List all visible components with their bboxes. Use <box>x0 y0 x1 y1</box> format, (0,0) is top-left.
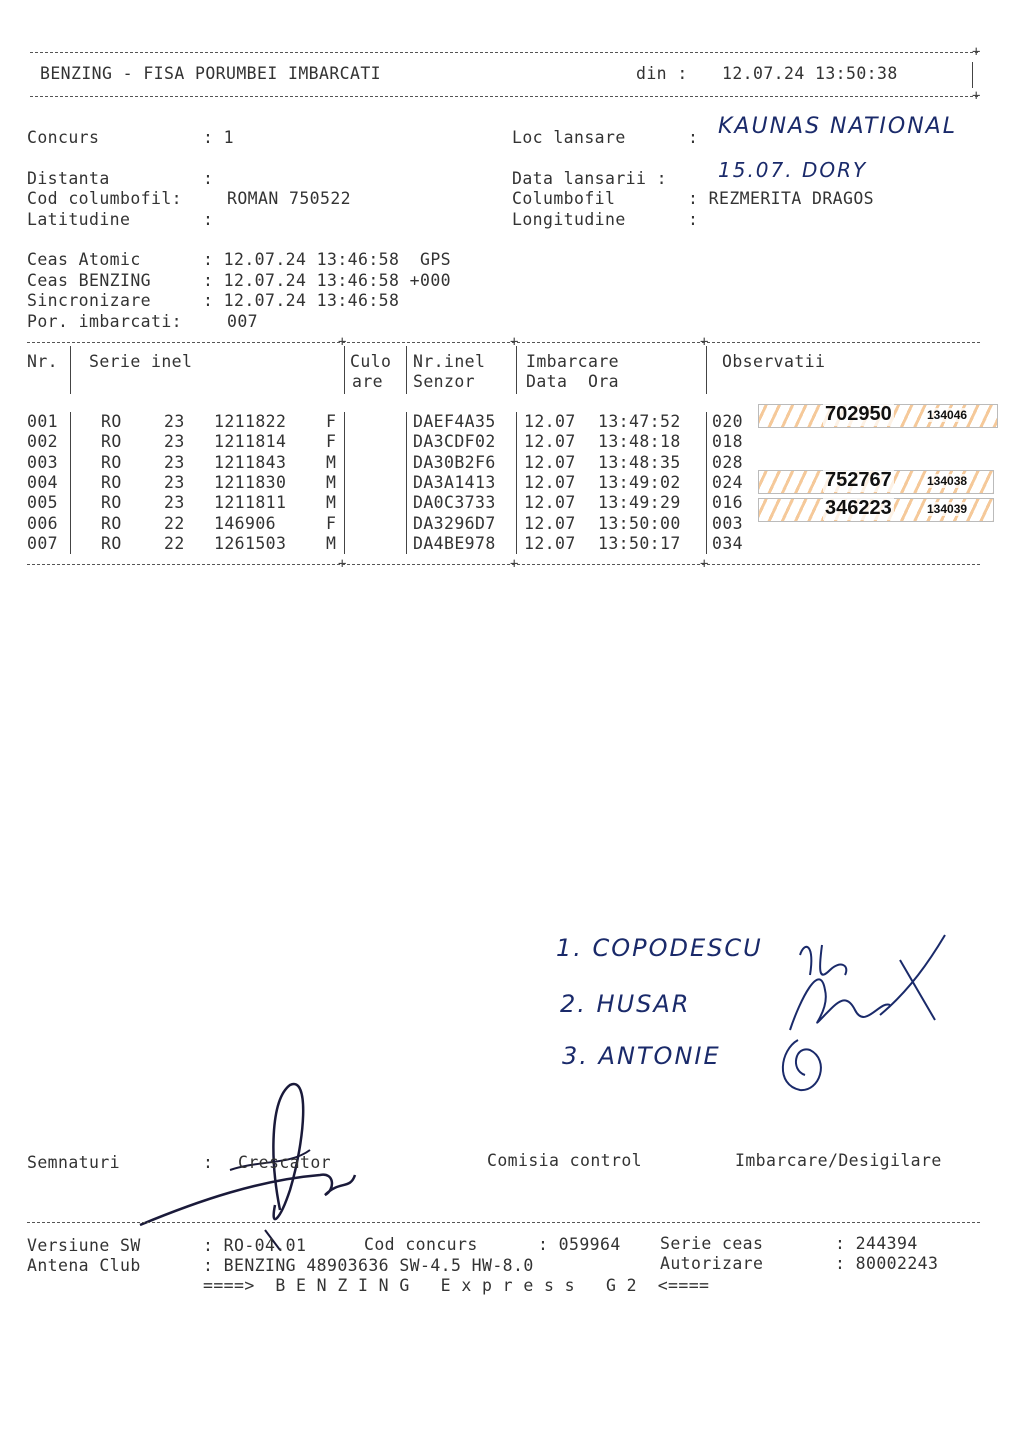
document-title: BENZING - FISA PORUMBEI IMBARCATI <box>40 64 382 83</box>
col-divider <box>70 412 71 554</box>
distanta-value: : <box>203 169 214 188</box>
table-top-rule <box>27 342 980 343</box>
row-date: 12.07 <box>524 432 576 452</box>
seal-code: 134039 <box>927 502 968 516</box>
row-country: RO <box>101 412 122 431</box>
antena-club-label: Antena Club <box>27 1256 141 1275</box>
latitudine-label: Latitudine <box>27 210 131 229</box>
row-obs: 018 <box>712 432 744 452</box>
benzing-express-banner: ====> B E N Z I N G E x p r e s s G 2 <==== <box>203 1276 710 1295</box>
row-year: 23 <box>164 452 185 472</box>
longitudine-value: : <box>688 210 699 229</box>
row-date: 12.07 <box>524 513 576 533</box>
col-divider <box>516 412 517 554</box>
concurs-label: Concurs <box>27 128 100 147</box>
row-year: 23 <box>164 472 185 492</box>
latitudine-value: : <box>203 210 214 229</box>
header-top-rule <box>30 52 978 53</box>
row-date: 12.07 <box>524 472 576 492</box>
row-ring: 1211822 <box>214 412 287 431</box>
row-sensor: DAEF4A35 <box>413 412 496 431</box>
col-header-data-ora: Data Ora <box>526 372 620 391</box>
col-header-imbarcare: Imbarcare <box>526 352 620 371</box>
row-obs: 003 <box>712 513 744 533</box>
columbofil-value: : REZMERITA DRAGOS <box>688 189 875 208</box>
row-obs: 024 <box>712 472 744 492</box>
col-header-culoare-2: are <box>352 372 384 391</box>
row-obs: 016 <box>712 493 744 513</box>
row-ring: 1261503 <box>214 533 287 553</box>
cod-concurs-value: : 059964 <box>538 1235 621 1254</box>
concurs-value: : 1 <box>203 128 235 147</box>
loc-lansare-sep: : <box>688 128 699 147</box>
row-sex: F <box>326 412 337 431</box>
row-year: 22 <box>164 533 185 553</box>
row-sex: M <box>326 452 337 472</box>
seal-number: 752767 <box>825 469 892 491</box>
col-divider <box>70 346 71 394</box>
loc-lansare-handwritten: KAUNAS NATIONAL <box>718 114 957 139</box>
data-lansarii-label: Data lansarii : <box>512 169 668 188</box>
header-right-edge <box>972 62 973 88</box>
row-time: 13:49:02 <box>598 472 681 492</box>
col-divider <box>706 412 707 554</box>
col-header-senzor: Senzor <box>413 372 476 391</box>
porumbei-imbarcati-label: Por. imbarcati: <box>27 312 183 331</box>
footer-rule <box>27 1222 980 1223</box>
row-time: 13:50:00 <box>598 513 681 533</box>
col-divider <box>706 346 707 394</box>
row-nr: 006 <box>27 513 59 533</box>
row-ring: 1211814 <box>214 432 287 452</box>
data-lansarii-handwritten: 15.07. DORY <box>718 158 868 182</box>
col-header-nrinel: Nr.inel <box>413 352 486 371</box>
row-sex: M <box>326 533 337 553</box>
seal-code: 134038 <box>927 474 968 488</box>
row-sensor: DA3296D7 <box>413 513 496 533</box>
table-cross: + <box>510 334 519 350</box>
autorizare-label: Autorizare <box>660 1254 764 1273</box>
row-sensor: DA3A1413 <box>413 472 496 492</box>
row-nr: 004 <box>27 472 59 492</box>
loc-lansare-label: Loc lansare <box>512 128 626 147</box>
table-bottom-rule <box>27 564 980 565</box>
semnaturi-sep: : <box>203 1153 214 1172</box>
print-datetime: 12.07.24 13:50:38 <box>722 64 898 83</box>
row-ring: 1211830 <box>214 472 287 492</box>
row-nr: 005 <box>27 493 59 513</box>
ceas-benzing-value: : 12.07.24 13:46:58 +000 <box>203 271 452 290</box>
header-bottom-rule <box>30 96 978 97</box>
row-year: 23 <box>164 432 185 452</box>
ceas-atomic-value: : 12.07.24 13:46:58 GPS <box>203 250 452 269</box>
row-ring: 1211811 <box>214 493 287 513</box>
crescator-label: Crescator <box>238 1153 332 1172</box>
col-header-culoare: Culo <box>350 352 392 371</box>
corner-mark: + <box>972 88 981 104</box>
table-cross: + <box>510 556 519 572</box>
seal-sticker <box>758 404 998 428</box>
distanta-label: Distanta <box>27 169 110 188</box>
row-date: 12.07 <box>524 533 576 553</box>
columbofil-label: Columbofil <box>512 189 616 208</box>
cod-concurs-label: Cod concurs <box>364 1235 478 1254</box>
row-nr: 003 <box>27 452 59 472</box>
col-divider <box>516 346 517 394</box>
table-cross: + <box>700 556 709 572</box>
col-divider <box>406 412 407 554</box>
row-time: 13:48:35 <box>598 452 681 472</box>
row-sensor: DA30B2F6 <box>413 452 496 472</box>
porumbei-imbarcati-value: 007 <box>227 312 259 331</box>
seal-sticker <box>758 498 994 522</box>
row-obs: 034 <box>712 533 744 553</box>
row-country: RO <box>101 432 122 452</box>
handwritten-item-3: 3. ANTONIE <box>562 1042 721 1070</box>
row-sensor: DA4BE978 <box>413 533 496 553</box>
row-year: 23 <box>164 493 185 513</box>
commission-signature <box>760 920 960 1100</box>
row-sensor: DA3CDF02 <box>413 432 496 452</box>
row-time: 13:47:52 <box>598 412 681 431</box>
row-year: 23 <box>164 412 185 431</box>
row-obs: 020 <box>712 412 744 431</box>
table-cross: + <box>700 334 709 350</box>
seal-number: 702950 <box>825 403 892 425</box>
versiune-sw-label: Versiune SW <box>27 1236 141 1255</box>
comisia-control-label: Comisia control <box>487 1151 643 1170</box>
seal-code: 134046 <box>927 408 968 422</box>
row-ring: 146906 <box>214 513 277 533</box>
col-header-nr: Nr. <box>27 352 59 371</box>
row-country: RO <box>101 493 122 513</box>
row-ring: 1211843 <box>214 452 287 472</box>
row-sex: M <box>326 472 337 492</box>
autorizare-value: : 80002243 <box>835 1254 939 1273</box>
row-obs: 028 <box>712 452 744 472</box>
col-header-observatii: Observatii <box>722 352 826 371</box>
semnaturi-label: Semnaturi <box>27 1153 121 1172</box>
handwritten-item-1: 1. COPODESCU <box>556 934 763 962</box>
row-time: 13:48:18 <box>598 432 681 452</box>
imbarcare-desigilare-label: Imbarcare/Desigilare <box>735 1151 942 1170</box>
row-year: 22 <box>164 513 185 533</box>
row-country: RO <box>101 472 122 492</box>
corner-mark: + <box>972 44 981 60</box>
sincronizare-value: : 12.07.24 13:46:58 <box>203 291 400 310</box>
row-sex: F <box>326 513 337 533</box>
table-cross: + <box>338 334 347 350</box>
row-time: 13:49:29 <box>598 493 681 513</box>
table-cross: + <box>338 556 347 572</box>
row-sex: F <box>326 432 337 452</box>
seal-sticker <box>758 470 994 494</box>
serie-ceas-label: Serie ceas <box>660 1234 764 1253</box>
din-label: din : <box>636 64 688 83</box>
row-sensor: DA0C3733 <box>413 493 496 513</box>
row-date: 12.07 <box>524 452 576 472</box>
col-header-serie: Serie inel <box>89 352 193 371</box>
row-date: 12.07 <box>524 412 576 431</box>
cod-columbofil-value: ROMAN 750522 <box>227 189 352 208</box>
row-nr: 002 <box>27 432 59 452</box>
ceas-benzing-label: Ceas BENZING <box>27 271 152 290</box>
versiune-sw-value: : RO-04.01 <box>203 1236 307 1255</box>
row-country: RO <box>101 452 122 472</box>
ceas-atomic-label: Ceas Atomic <box>27 250 141 269</box>
sincronizare-label: Sincronizare <box>27 291 152 310</box>
seal-number: 346223 <box>825 497 892 519</box>
row-country: RO <box>101 513 122 533</box>
col-divider <box>406 346 407 394</box>
row-sex: M <box>326 493 337 513</box>
row-nr: 001 <box>27 412 59 431</box>
handwritten-item-2: 2. HUSAR <box>560 990 691 1018</box>
longitudine-label: Longitudine <box>512 210 626 229</box>
cod-columbofil-label: Cod columbofil: <box>27 189 183 208</box>
row-date: 12.07 <box>524 493 576 513</box>
row-time: 13:50:17 <box>598 533 681 553</box>
row-country: RO <box>101 533 122 553</box>
antena-club-value: : BENZING 48903636 SW-4.5 HW-8.0 <box>203 1256 534 1275</box>
row-nr: 007 <box>27 533 59 553</box>
serie-ceas-value: : 244394 <box>835 1234 918 1253</box>
col-divider <box>344 412 345 554</box>
col-divider <box>344 346 345 394</box>
